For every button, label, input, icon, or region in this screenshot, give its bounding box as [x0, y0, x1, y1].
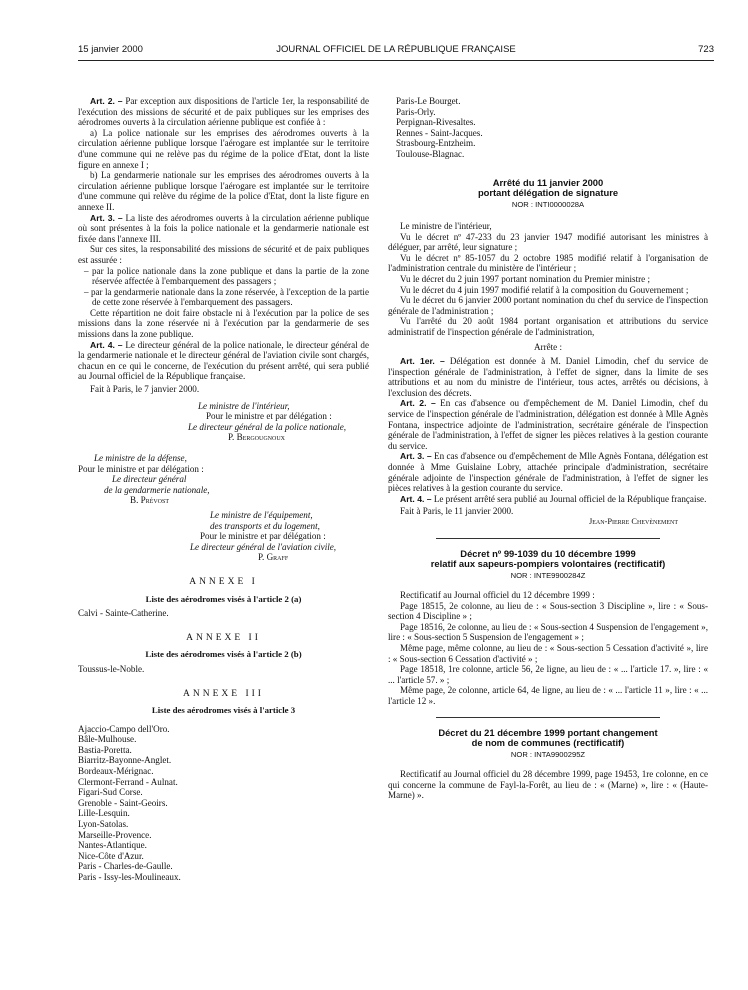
list-item: Bâle-Mulhouse. — [78, 734, 137, 745]
article-2: Art. 2. – Par exception aux dispositions de l'article 1er, la responsabilité de l'exécution des missions de sécurité et de paix publiques sur les emprises des aérodromes ouverts à la circulation aérienne publique est confiée à : — [78, 96, 369, 128]
decret-1-title-line-2: relatif aux sapeurs-pompiers volontaires (rectificatif) — [430, 558, 666, 569]
header-page-number: 723 — [698, 44, 714, 55]
decret-2-title-line-2: de nom de communes (rectificatif) — [471, 736, 625, 748]
arrete-vu-5: Vu le décret du 6 janvier 2000 portant nomination du chef du service de l'inspection générale de l'administration ; — [388, 295, 708, 316]
list-item: Strasbourg-Entzheim. — [396, 138, 476, 149]
decret-1-para-3: Page 18516, 2e colonne, au lieu de : « Sous-section 4 Suspension de l'engagement », lire : « Sous-section 5 Suspension de l'engagement » ; — [388, 621, 708, 643]
decret-1-title-line-1: Décret nº 99-1039 du 10 décembre 1999 — [460, 547, 636, 559]
header-title: JOURNAL OFFICIEL DE LA RÉPUBLIQUE FRANÇAISE — [276, 44, 516, 55]
decret-1-para-6: Même page, 2e colonne, article 64, 4e ligne, au lieu de : « ... l'article 11 », lire : « ... l'article 12 ». — [388, 685, 708, 706]
list-item: Grenoble - Saint-Geoirs. — [78, 797, 168, 808]
decret-1-para-5: Page 18518, 1re colonne, article 56, 2e ligne, au lieu de : « ... l'article 17. », lire : « ... l'article 57. » ; — [388, 664, 708, 685]
decret-2-nor: NOR : INTA9900295Z — [510, 750, 586, 760]
annexe-2-item: Toussus-le-Noble. — [78, 663, 145, 674]
list-item: Nantes-Atlantique. — [78, 840, 147, 851]
annexe-1-item: Calvi - Sainte-Catherine. — [78, 608, 169, 619]
list-item: Lille-Lesquin. — [78, 808, 130, 819]
para-a: a) La police nationale sur les emprises des aérodromes ouverts à la circulation aérienne publique lorsque l'aérogare est implantée sur le territoire d'une commune qui ne relève pas du régime de la police d'Etat, dont la liste figure en annexe I ; — [78, 127, 369, 170]
list-item: Paris-Orly. — [396, 106, 436, 117]
signature-block-1: Le ministre de l'intérieur, Pour le ministre et par délégation : Le directeur général de la police nationale, P. Bergougnoux — [188, 400, 347, 443]
list-item: Ajaccio-Campo dell'Oro. — [78, 723, 170, 734]
list-item: Perpignan-Rivesaltes. — [396, 117, 476, 128]
arrete-signer: Jean-Pierre Chevènement — [588, 517, 678, 526]
annexe-2-subtitle: Liste des aérodromes visés à l'article 2 (b) — [145, 649, 302, 660]
page-header — [78, 44, 714, 58]
annexe-1-title: ANNEXE I — [189, 576, 258, 587]
arrete-title-line-1: Arrêté du 11 janvier 2000 — [492, 176, 604, 188]
arrete-minister: Le ministre de l'intérieur, — [400, 220, 492, 231]
arrete-keyword: Arrête : — [533, 341, 563, 352]
arrete-vu-6: Vu l'arrêté du 20 août 1984 portant organisation et attributions du service administratif de l'inspection générale de l'administration, — [388, 316, 708, 337]
fait-a-paris: Fait à Paris, le 7 janvier 2000. — [90, 384, 200, 395]
decret-1-para-4: Même page, même colonne, au lieu de : « Sous-section 5 Cessation d'activité », lire : « Sous-section 6 Cessation d'activité » ; — [388, 642, 708, 664]
decret-1-para-2: Page 18515, 2e colonne, au lieu de : « Sous-section 3 Discipline », lire : « Sous-section 4 Discipline » ; — [388, 600, 708, 622]
dash-2: – par la gendarmerie nationale dans la zone réservée, à l'exception de la partie de cette zone réservée à l'embarquement des passagers. — [84, 286, 369, 308]
header-rule — [78, 60, 714, 61]
para-sites: Sur ces sites, la responsabilité des missions de sécurité et de paix publiques est assurée : — [78, 244, 369, 265]
annexe-3-list-continued — [388, 96, 708, 160]
list-item: Paris - Charles-de-Gaulle. — [78, 861, 173, 872]
list-item: Rennes - Saint-Jacques. — [396, 127, 483, 138]
para-repartition: Cette répartition ne doit faire obstacle ni à l'exécution par la police de ses missions dans la zone réservée ni à l'exécution par la gendarmerie de ses missions dans la zone publique. — [78, 307, 369, 340]
list-item: Figari-Sud Corse. — [78, 787, 143, 798]
list-item: Lyon-Satolas. — [78, 819, 129, 830]
separator — [436, 717, 660, 718]
arrete-vu-3: Vu le décret du 2 juin 1997 portant nomination du Premier ministre ; — [400, 273, 650, 284]
annexe-2-title: ANNEXE II — [186, 632, 261, 643]
list-item: Paris - Issy-les-Moulineaux. — [78, 872, 181, 882]
article-3: Art. 3. – La liste des aérodromes ouverts à la circulation aérienne publique où sont présentes à la fois la police nationale et la gendarmerie nationale est fixée dans l'annexe III. — [78, 212, 369, 244]
decret-1-nor: NOR : INTE9900284Z — [510, 571, 586, 581]
annexe-3-subtitle: Liste des aérodromes visés à l'article 3 — [151, 705, 296, 716]
arrete-nor: NOR : INTI0000028A — [511, 200, 585, 210]
header-date: 15 janvier 2000 — [78, 44, 143, 55]
arrete-vu-2: Vu le décret nº 85-1057 du 2 octobre 1985 modifié relatif à l'organisation de l'administration centrale du ministère de l'intérieur ; — [388, 252, 708, 274]
arrete-article-3: Art. 3. – En cas d'absence ou d'empêchement de Mlle Agnès Fontana, délégation est donnée à Mme Guislaine Lobry, attachée principale d'administration, secrétaire générale adjointe de l'inspection générale de l'administration, à l'effet de signer les pièces relatives à la gestion courante du service. — [388, 451, 708, 494]
list-item: Nice-Côte d'Azur. — [78, 850, 144, 861]
list-item: Biarritz-Bayonne-Anglet. — [78, 755, 172, 766]
separator — [436, 538, 660, 539]
signature-block-3: Le ministre de l'équipement, des transports et du logement, Pour le ministre et par délégation : Le directeur général de l'aviation civile, P. Graff — [190, 509, 337, 563]
signature-block-2: Le ministre de la défense, Pour le ministre et par délégation : Le directeur général de la gendarmerie nationale, B. Prévost — [78, 453, 210, 506]
arrete-vu-1: Vu le décret nº 47-233 du 23 janvier 1947 modifié autorisant les ministres à déléguer, par arrêté, leur signature ; — [388, 231, 708, 253]
article-4: Art. 4. – Le directeur général de la police nationale, le directeur général de la gendarmerie nationale et le directeur général de l'aviation civile sont chargés, chacun en ce qui le concerne, de l'exécution du présent arrêté, qui sera publié au Journal officiel de la République française. — [78, 339, 370, 382]
annexe-3-list — [78, 724, 369, 883]
arrete-vu-4: Vu le décret du 4 juin 1997 modifié relatif à la composition du Gouvernement ; — [400, 284, 689, 295]
decret-2-para-1: Rectificatif au Journal officiel du 28 décembre 1999, page 19453, 1re colonne, en ce qui concerne la commune de Fayl-la-Forêt, au lieu de : « (Marne) », lire : « (Haute-Marne) ». — [388, 768, 708, 801]
dash-1: – par la police nationale dans la zone publique et dans la partie de la zone réservée affectée à l'embarquement des passagers ; — [84, 265, 369, 287]
arrete-fait: Fait à Paris, le 11 janvier 2000. — [400, 506, 514, 517]
list-item: Clermont-Ferrand - Aulnat. — [78, 776, 178, 787]
arrete-article-2: Art. 2. – En cas d'absence ou d'empêchement de M. Daniel Limodin, chef du service de l'inspection générale de l'administration, délégation est donnée à Mlle Agnès Fontana, inspectrice adjointe de l'administration, secrétaire générale de l'inspection générale de l'administration, à l'effet de signer les pièces relatives à la gestion courante du service. — [388, 398, 708, 451]
left-column — [78, 96, 369, 883]
para-b: b) La gendarmerie nationale sur les emprises des aérodromes ouverts à la circulation aérienne publique lorsque l'aérogare est implantée sur le territoire d'une commune qui relève du régime de la police d'Etat, dont la liste figure en annexe II. — [78, 170, 369, 212]
decret-2-title-line-1: Décret du 21 décembre 1999 portant changement — [438, 726, 658, 738]
annexe-1-subtitle: Liste des aérodromes visés à l'article 2 (a) — [145, 593, 302, 604]
arrete-article-1: Art. 1er. – Délégation est donnée à M. Daniel Limodin, chef du service de l'inspection générale de l'administration, à l'effet de signer, dans la limite de ses attributions et au nom du ministre de l'intérieur, tous actes, arrêtés ou décisions, à l'exclusion des décrets. — [388, 356, 708, 398]
decret-1-para-1: Rectificatif au Journal officiel du 12 décembre 1999 : — [400, 590, 595, 600]
list-item: Toulouse-Blagnac. — [396, 148, 465, 159]
arrete-article-4: Art. 4. – Le présent arrêté sera publié au Journal officiel de la République française. — [400, 493, 707, 504]
list-item: Marseille-Provence. — [78, 829, 152, 840]
right-column — [388, 96, 708, 801]
list-item: Bastia-Poretta. — [78, 744, 132, 755]
list-item: Bordeaux-Mérignac. — [78, 766, 154, 777]
list-item: Paris-Le Bourget. — [396, 96, 461, 106]
arrete-title-line-2: portant délégation de signature — [477, 186, 619, 198]
annexe-3-title: ANNEXE III — [183, 688, 264, 699]
